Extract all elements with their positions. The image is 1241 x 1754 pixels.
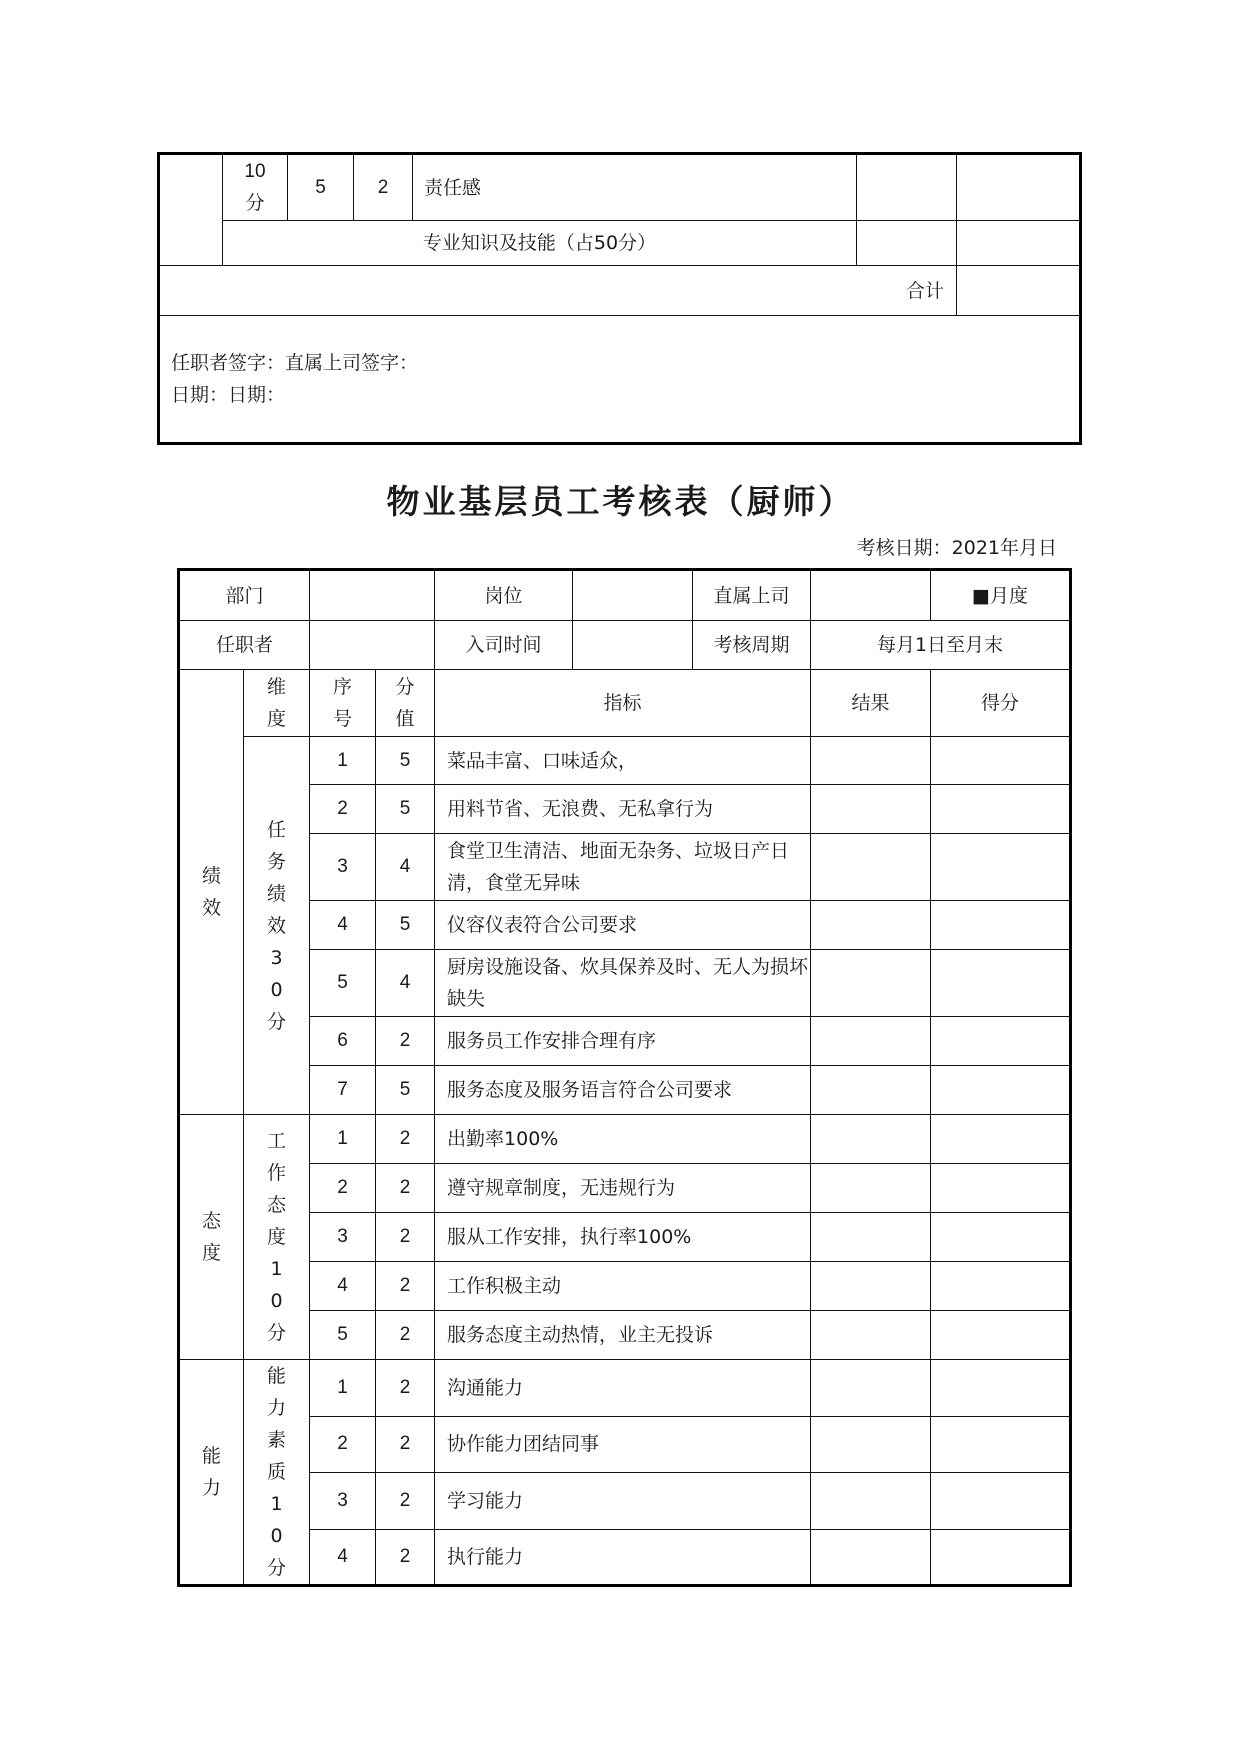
result-cell[interactable] xyxy=(811,1529,931,1586)
score-cell[interactable] xyxy=(931,1416,1071,1473)
dept-label: 部门 xyxy=(179,570,310,621)
result-cell[interactable] xyxy=(811,1115,931,1164)
seq-cell: 3 xyxy=(310,1213,376,1262)
seq-header xyxy=(310,670,376,737)
total-score-cell[interactable] xyxy=(957,266,1081,316)
signature-row xyxy=(159,316,1081,444)
indicator-cell: 服务态度主动热情，业主无投诉 xyxy=(435,1311,811,1360)
evaluation-table xyxy=(177,568,1072,1587)
vertical-label: 维度 xyxy=(266,676,286,730)
subtotal-label: 专业知识及技能（占50分） xyxy=(223,221,857,266)
table-row xyxy=(179,1164,1071,1213)
seq-cell: 4 xyxy=(310,1262,376,1311)
score-cell[interactable] xyxy=(931,834,1071,901)
seq-cell: 2 xyxy=(310,785,376,834)
score-cell[interactable] xyxy=(931,901,1071,950)
dimension-score-cell: 10分 xyxy=(223,154,288,221)
indicator-cell: 服务员工作安排合理有序 xyxy=(435,1017,811,1066)
indicator-cell: 厨房设施设备、炊具保养及时、无人为损坏缺失 xyxy=(435,950,811,1017)
indicator-cell: 菜品丰富、口味适众， xyxy=(435,737,811,785)
result-cell[interactable] xyxy=(811,737,931,785)
seq-cell: 1 xyxy=(310,1115,376,1164)
indicator-cell: 出勤率100% xyxy=(435,1115,811,1164)
points-cell: 5 xyxy=(376,785,435,834)
previous-evaluation-table xyxy=(157,152,1082,445)
score-cell[interactable] xyxy=(931,1262,1071,1311)
table-row xyxy=(179,1213,1071,1262)
score-cell[interactable] xyxy=(931,1164,1071,1213)
signature-cell xyxy=(159,316,1081,444)
table-row xyxy=(179,737,1071,785)
seq-cell: 6 xyxy=(310,1017,376,1066)
score-cell[interactable] xyxy=(957,154,1081,221)
result-cell[interactable] xyxy=(811,950,931,1017)
vertical-label: 序号 xyxy=(333,676,353,730)
seq-cell: 4 xyxy=(310,1529,376,1586)
cycle-value: 每月1日至月末 xyxy=(811,621,1071,670)
seq-cell: 2 xyxy=(310,1164,376,1213)
employee-value[interactable] xyxy=(310,621,435,670)
indicator-cell: 遵守规章制度，无违规行为 xyxy=(435,1164,811,1213)
vertical-label: 态度 xyxy=(201,1210,221,1264)
header-row xyxy=(179,621,1071,670)
vertical-label: 分值 xyxy=(395,676,415,730)
date-line: 日期：日期： xyxy=(171,384,286,406)
points-cell: 2 xyxy=(376,1311,435,1360)
score-cell[interactable] xyxy=(931,1017,1071,1066)
score-cell[interactable] xyxy=(931,1473,1071,1530)
vertical-label: 工作态度10分 xyxy=(266,1130,286,1344)
dimension-cell xyxy=(244,737,310,1115)
result-cell[interactable] xyxy=(811,1473,931,1530)
points-cell: 2 xyxy=(376,1473,435,1530)
points-cell: 2 xyxy=(376,1115,435,1164)
table-row xyxy=(179,950,1071,1017)
indicator-cell: 工作积极主动 xyxy=(435,1262,811,1311)
score-cell[interactable] xyxy=(931,1115,1071,1164)
result-cell[interactable] xyxy=(811,1017,931,1066)
cycle-label: 考核周期 xyxy=(693,621,811,670)
table-row xyxy=(179,1360,1071,1417)
result-cell[interactable] xyxy=(811,1213,931,1262)
result-cell[interactable] xyxy=(811,1262,931,1311)
indicator-cell: 责任感 xyxy=(413,154,857,221)
evaluation-table-body xyxy=(179,570,1071,1586)
result-cell[interactable] xyxy=(811,1416,931,1473)
seq-cell: 4 xyxy=(310,901,376,950)
indicator-header: 指标 xyxy=(435,670,811,737)
indicator-cell: 仪容仪表符合公司要求 xyxy=(435,901,811,950)
category-cell xyxy=(179,1115,244,1360)
score-cell[interactable] xyxy=(931,785,1071,834)
result-cell[interactable] xyxy=(857,154,957,221)
seq-cell: 3 xyxy=(310,1473,376,1530)
score-cell[interactable] xyxy=(931,950,1071,1017)
result-header: 结果 xyxy=(811,670,931,737)
category-cell xyxy=(159,154,223,266)
category-cell xyxy=(179,1360,244,1586)
dimension-header xyxy=(244,670,310,737)
indicator-cell: 用料节省、无浪费、无私拿行为 xyxy=(435,785,811,834)
points-cell: 2 xyxy=(354,154,413,221)
result-cell[interactable] xyxy=(811,1311,931,1360)
points-cell: 2 xyxy=(376,1262,435,1311)
employee-label: 任职者 xyxy=(179,621,310,670)
points-cell: 4 xyxy=(376,834,435,901)
table-row xyxy=(179,1066,1071,1115)
points-cell: 5 xyxy=(376,1066,435,1115)
indicator-cell: 协作能力团结同事 xyxy=(435,1416,811,1473)
vertical-label: 绩效 xyxy=(201,865,221,919)
table-row xyxy=(179,1529,1071,1586)
table-row xyxy=(159,221,1081,266)
assessment-date: 考核日期：2021年月日 xyxy=(856,537,1057,559)
seq-cell: 1 xyxy=(310,737,376,785)
points-cell: 4 xyxy=(376,950,435,1017)
points-cell: 2 xyxy=(376,1416,435,1473)
points-cell: 2 xyxy=(376,1529,435,1586)
indicator-cell: 服从工作安排，执行率100% xyxy=(435,1213,811,1262)
points-header xyxy=(376,670,435,737)
result-cell[interactable] xyxy=(811,1360,931,1417)
indicator-cell: 执行能力 xyxy=(435,1529,811,1586)
result-cell[interactable] xyxy=(811,901,931,950)
join-value[interactable] xyxy=(573,621,693,670)
score-cell[interactable] xyxy=(931,1213,1071,1262)
score-cell[interactable] xyxy=(931,1360,1071,1417)
seq-cell: 3 xyxy=(310,834,376,901)
dimension-cell xyxy=(244,1360,310,1586)
supervisor-label: 直属上司 xyxy=(693,570,811,621)
post-value[interactable] xyxy=(573,570,693,621)
table-row xyxy=(179,1262,1071,1311)
table-row xyxy=(179,785,1071,834)
score-header: 得分 xyxy=(931,670,1071,737)
points-cell: 5 xyxy=(376,901,435,950)
signature-line: 任职者签字：直属上司签字： xyxy=(171,352,419,374)
indicator-cell: 沟通能力 xyxy=(435,1360,811,1417)
subtotal-result-cell[interactable] xyxy=(857,221,957,266)
vertical-label: 任务绩效30分 xyxy=(266,818,286,1033)
score-cell[interactable] xyxy=(931,1529,1071,1586)
subtotal-score-cell[interactable] xyxy=(957,221,1081,266)
table-row xyxy=(159,266,1081,316)
score-cell[interactable] xyxy=(931,1066,1071,1115)
result-cell[interactable] xyxy=(811,785,931,834)
points-cell: 2 xyxy=(376,1360,435,1417)
seq-cell: 1 xyxy=(310,1360,376,1417)
table-row xyxy=(159,154,1081,221)
indicator-cell: 服务态度及服务语言符合公司要求 xyxy=(435,1066,811,1115)
table-row xyxy=(179,834,1071,901)
seq-cell: 5 xyxy=(310,950,376,1017)
seq-cell: 2 xyxy=(310,1416,376,1473)
points-cell: 2 xyxy=(376,1164,435,1213)
table-row xyxy=(179,1017,1071,1066)
page-title: 物业基层员工考核表（厨师） xyxy=(386,482,855,521)
column-header-row xyxy=(179,670,1071,737)
table-row xyxy=(179,1115,1071,1164)
indicator-cell: 食堂卫生清洁、地面无杂务、垃圾日产日清，食堂无异味 xyxy=(435,834,811,901)
result-cell[interactable] xyxy=(811,1164,931,1213)
seq-cell: 5 xyxy=(310,1311,376,1360)
result-cell[interactable] xyxy=(811,834,931,901)
points-cell: 2 xyxy=(376,1213,435,1262)
supervisor-value[interactable] xyxy=(811,570,931,621)
category-cell xyxy=(179,670,244,1115)
table-row xyxy=(179,901,1071,950)
indicator-cell: 学习能力 xyxy=(435,1473,811,1530)
result-cell[interactable] xyxy=(811,1066,931,1115)
dept-value[interactable] xyxy=(310,570,435,621)
seq-cell: 7 xyxy=(310,1066,376,1115)
vertical-label: 能力 xyxy=(201,1445,221,1499)
points-cell: 5 xyxy=(376,737,435,785)
period-type[interactable]: ■月度 xyxy=(931,570,1071,621)
score-cell[interactable] xyxy=(931,1311,1071,1360)
seq-cell: 5 xyxy=(288,154,354,221)
table-row xyxy=(179,1311,1071,1360)
header-row xyxy=(179,570,1071,621)
dimension-cell xyxy=(244,1115,310,1360)
post-label: 岗位 xyxy=(435,570,573,621)
total-label: 合计 xyxy=(159,266,957,316)
vertical-label: 能力素质10分 xyxy=(266,1365,286,1579)
table-row xyxy=(179,1473,1071,1530)
join-label: 入司时间 xyxy=(435,621,573,670)
score-cell[interactable] xyxy=(931,737,1071,785)
table-row xyxy=(179,1416,1071,1473)
points-cell: 2 xyxy=(376,1017,435,1066)
